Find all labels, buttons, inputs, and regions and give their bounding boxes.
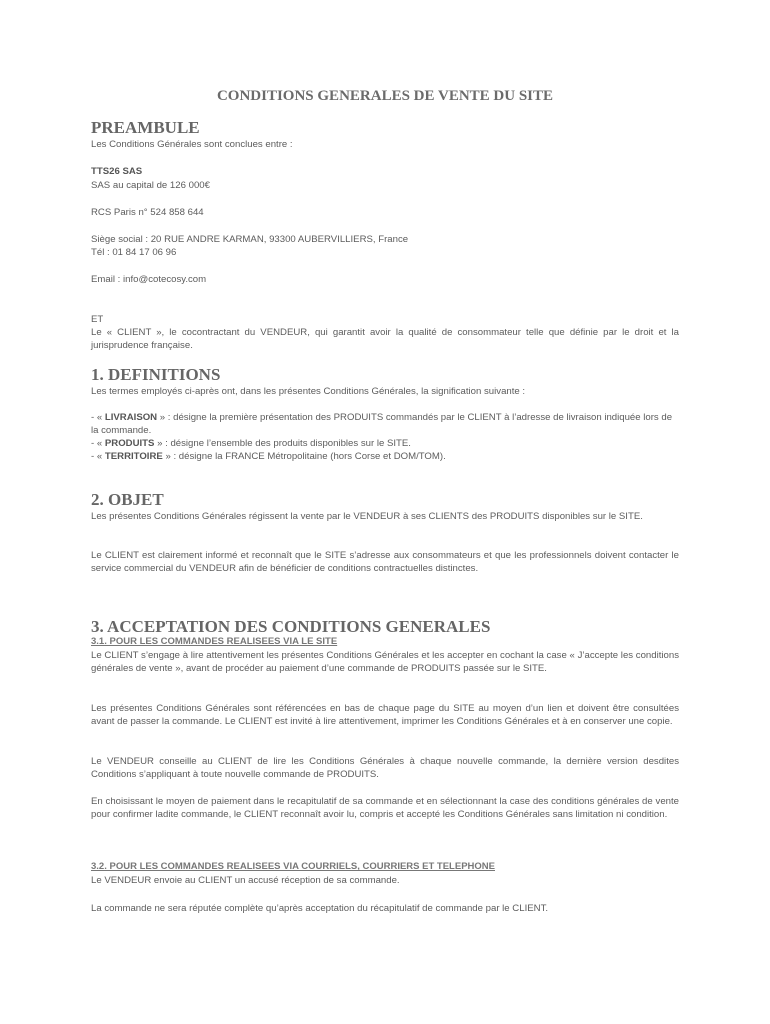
company-phone: Tél : 01 84 17 06 96 bbox=[91, 247, 177, 258]
acceptation-paragraph-2: Les présentes Conditions Générales sont référencées en bas de chaque page du SITE au moyen d’un lien et doivent être consultées avant de passer la commande. Le CLIENT est invité à lire attentivement, imprimer les Conditions Générales et à en conserver une copie. bbox=[91, 703, 679, 728]
definition-term: LIVRAISON bbox=[104, 412, 158, 423]
definition-item-territoire bbox=[91, 450, 679, 463]
acceptation-paragraph-3: Le VENDEUR conseille au CLIENT de lire les Conditions Générales à chaque nouvelle commande, la dernière version desdites Conditions s’appliquant à toute nouvelle commande de PRODUITS. bbox=[91, 756, 679, 781]
company-capital: SAS au capital de 126 000€ bbox=[91, 180, 210, 191]
acceptation-heading: 3. ACCEPTATION DES CONDITIONS GENERALES bbox=[91, 617, 491, 636]
definition-text: » : désigne la FRANCE Métropolitaine (hors Corse et DOM/TOM). bbox=[162, 451, 446, 462]
definitions-heading: 1. DEFINITIONS bbox=[91, 365, 221, 384]
objet-paragraph-1: Les présentes Conditions Générales régissent la vente par le VENDEUR à ses CLIENTS des PRODUITS disponibles sur le SITE. bbox=[91, 511, 643, 522]
company-rcs: RCS Paris n° 524 858 644 bbox=[91, 207, 204, 218]
definition-text: » : désigne l’ensemble des produits disponibles sur le SITE. bbox=[154, 438, 411, 449]
company-address: Siège social : 20 RUE ANDRE KARMAN, 93300 AUBERVILLIERS, France bbox=[91, 234, 409, 245]
definitions-intro: Les termes employés ci-après ont, dans les présentes Conditions Générales, la signification suivante : bbox=[91, 386, 526, 397]
company-name-text: TTS26 SAS bbox=[91, 166, 143, 177]
subsection-3-2-heading: 3.2. POUR LES COMMANDES REALISEES VIA COURRIELS, COURRIERS ET TELEPHONE bbox=[91, 861, 495, 872]
definition-prefix: - « bbox=[91, 451, 105, 462]
company-name bbox=[91, 165, 679, 178]
definition-prefix: - « bbox=[91, 412, 105, 423]
definition-term: TERRITOIRE bbox=[104, 451, 163, 462]
acceptation-paragraph-4: En choisissant le moyen de paiement dans le recapitulatif de sa commande et en sélectionnant la case des conditions générales de vente pour confirmer ladite commande, le CLIENT reconnaît avoir lu, compris et accepté les Conditions Générales sans limitation ni condition. bbox=[91, 796, 679, 821]
client-definition: Le « CLIENT », le cocontractant du VENDEUR, qui garantit avoir la qualité de consommateur telle que définie par le droit et la jurisprudence française. bbox=[91, 327, 679, 352]
acceptation-paragraph-1: Le CLIENT s’engage à lire attentivement les présentes Conditions Générales et les accepter en cochant la case « J’accepte les conditions générales de vente », avant de procéder au paiement d’une commande de PRODUITS passée sur le SITE. bbox=[91, 650, 679, 675]
preamble-intro: Les Conditions Générales sont conclues entre : bbox=[91, 139, 293, 150]
definition-term: PRODUITS bbox=[104, 438, 155, 449]
definition-item-livraison bbox=[91, 411, 679, 438]
definition-text: » : désigne la première présentation des PRODUITS commandés par le CLIENT à l’adresse de livraison indiquée lors de la commande. bbox=[91, 412, 673, 437]
definition-item-produits bbox=[91, 437, 679, 450]
et-label: ET bbox=[91, 314, 104, 325]
objet-heading: 2. OBJET bbox=[91, 490, 164, 509]
definition-prefix: - « bbox=[91, 438, 105, 449]
subsection-3-1-heading: 3.1. POUR LES COMMANDES REALISEES VIA LE SITE bbox=[91, 636, 338, 647]
objet-paragraph-2: Le CLIENT est clairement informé et reconnaît que le SITE s’adresse aux consommateurs et que les professionnels doivent contacter le service commercial du VENDEUR afin de bénéficier de conditions contractuelles distinctes. bbox=[91, 550, 679, 575]
acceptation-paragraph-5: Le VENDEUR envoie au CLIENT un accusé réception de sa commande. bbox=[91, 875, 400, 886]
company-email: Email : info@cotecosy.com bbox=[91, 274, 207, 285]
document-title: CONDITIONS GENERALES DE VENTE DU SITE bbox=[216, 88, 554, 104]
acceptation-paragraph-6: La commande ne sera réputée complète qu’après acceptation du récapitulatif de commande par le CLIENT. bbox=[91, 903, 549, 914]
preamble-heading: PREAMBULE bbox=[91, 118, 200, 137]
